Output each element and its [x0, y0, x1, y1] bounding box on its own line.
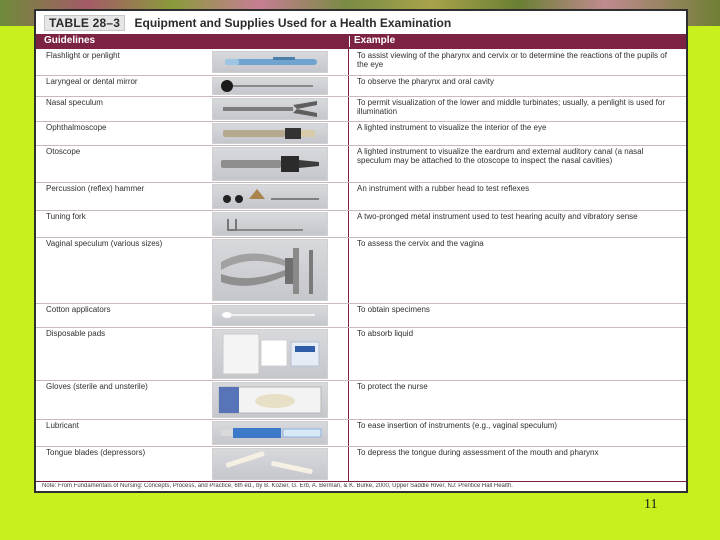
row-example: A lighted instrument to visualize the eardrum and external auditory canal (a nasal speculum may be attached to the otoscope to inspect the nasal cavities) [357, 147, 644, 165]
table-header-bar [36, 34, 686, 49]
row-name: Tongue blades (depressors) [46, 448, 146, 457]
row-name: Cotton applicators [46, 305, 111, 314]
tuning-fork-image [212, 212, 328, 236]
row-divider [36, 327, 686, 328]
row-name: Otoscope [46, 147, 81, 156]
row-example: A lighted instrument to visualize the interior of the eye [357, 123, 547, 132]
slide-page-number: 11 [644, 497, 658, 512]
ophthalmoscope-image [212, 123, 328, 144]
row-name: Laryngeal or dental mirror [46, 77, 138, 86]
row-example: To assist viewing of the pharynx and cervix or to determine the reactions of the pupils of the eye [357, 51, 667, 69]
row-name: Vaginal speculum (various sizes) [46, 239, 163, 248]
row-divider [36, 210, 686, 211]
row-name: Disposable pads [46, 329, 106, 338]
table-row [36, 446, 686, 481]
row-example: To obtain specimens [357, 305, 430, 314]
row-divider [36, 380, 686, 381]
table-row [36, 210, 686, 237]
row-example: An instrument with a rubber head to test reflexes [357, 184, 530, 193]
dental-mirror-image [212, 77, 328, 95]
disposable-pads-image [212, 329, 328, 379]
column-header-divider [349, 36, 350, 47]
row-example: To assess the cervix and the vagina [357, 239, 484, 248]
row-divider [36, 446, 686, 447]
table-row [36, 145, 686, 182]
cotton-applicator-image [212, 305, 328, 326]
reflex-hammer-image [212, 184, 328, 209]
row-divider [36, 182, 686, 183]
table-title-text: Equipment and Supplies Used for a Health Examination [134, 16, 452, 30]
row-name: Percussion (reflex) hammer [46, 184, 145, 193]
row-divider [36, 96, 686, 97]
row-example: To ease insertion of instruments (e.g., vaginal speculum) [357, 421, 558, 430]
table-number-label: TABLE 28–3 [44, 15, 125, 31]
row-divider [36, 75, 686, 76]
row-example: To absorb liquid [357, 329, 414, 338]
table-row [36, 327, 686, 380]
otoscope-image [212, 147, 328, 181]
tongue-blades-image [212, 448, 328, 480]
column-header-guidelines: Guidelines [44, 35, 96, 46]
row-example: To permit visualization of the lower and middle turbinates; usually, a penlight is used for illumination [357, 98, 666, 116]
row-name: Tuning fork [46, 212, 86, 221]
nasal-speculum-image [212, 98, 328, 120]
table-row [36, 237, 686, 303]
table-title [44, 15, 451, 31]
table-row [36, 75, 686, 96]
penlight-image [212, 51, 328, 73]
table-row [36, 96, 686, 121]
row-example: To observe the pharynx and oral cavity [357, 77, 494, 86]
row-divider [36, 237, 686, 238]
column-header-example: Example [354, 35, 396, 46]
row-name: Nasal speculum [46, 98, 103, 107]
gloves-box-image [212, 382, 328, 418]
row-example: To depress the tongue during assessment of the mouth and pharynx [357, 448, 599, 457]
vaginal-speculum-image [212, 239, 328, 301]
row-name: Ophthalmoscope [46, 123, 107, 132]
table-row [36, 49, 686, 75]
row-divider [36, 145, 686, 146]
row-divider [36, 419, 686, 420]
row-name: Gloves (sterile and unsterile) [46, 382, 148, 391]
document-table-page [34, 9, 688, 493]
row-name: Flashlight or penlight [46, 51, 120, 60]
table-row [36, 419, 686, 446]
row-divider [36, 121, 686, 122]
source-note: Note: From Fundamentals of Nursing: Concepts, Process, and Practice, 6th ed., by B. Kozier, G. Erb, A. Berman, & K. Burke, 2000, Upper Saddle River, NJ: Prentice Hall Health. [42, 483, 513, 489]
row-name: Lubricant [46, 421, 79, 430]
row-example: A two-pronged metal instrument used to test hearing acuity and vibratory sense [357, 212, 638, 221]
row-divider [36, 303, 686, 304]
table-row [36, 303, 686, 327]
table-row [36, 182, 686, 210]
table-row [36, 380, 686, 419]
note-divider [36, 481, 686, 482]
row-example: To protect the nurse [357, 382, 428, 391]
lubricant-tube-image [212, 421, 328, 445]
table-row [36, 121, 686, 145]
